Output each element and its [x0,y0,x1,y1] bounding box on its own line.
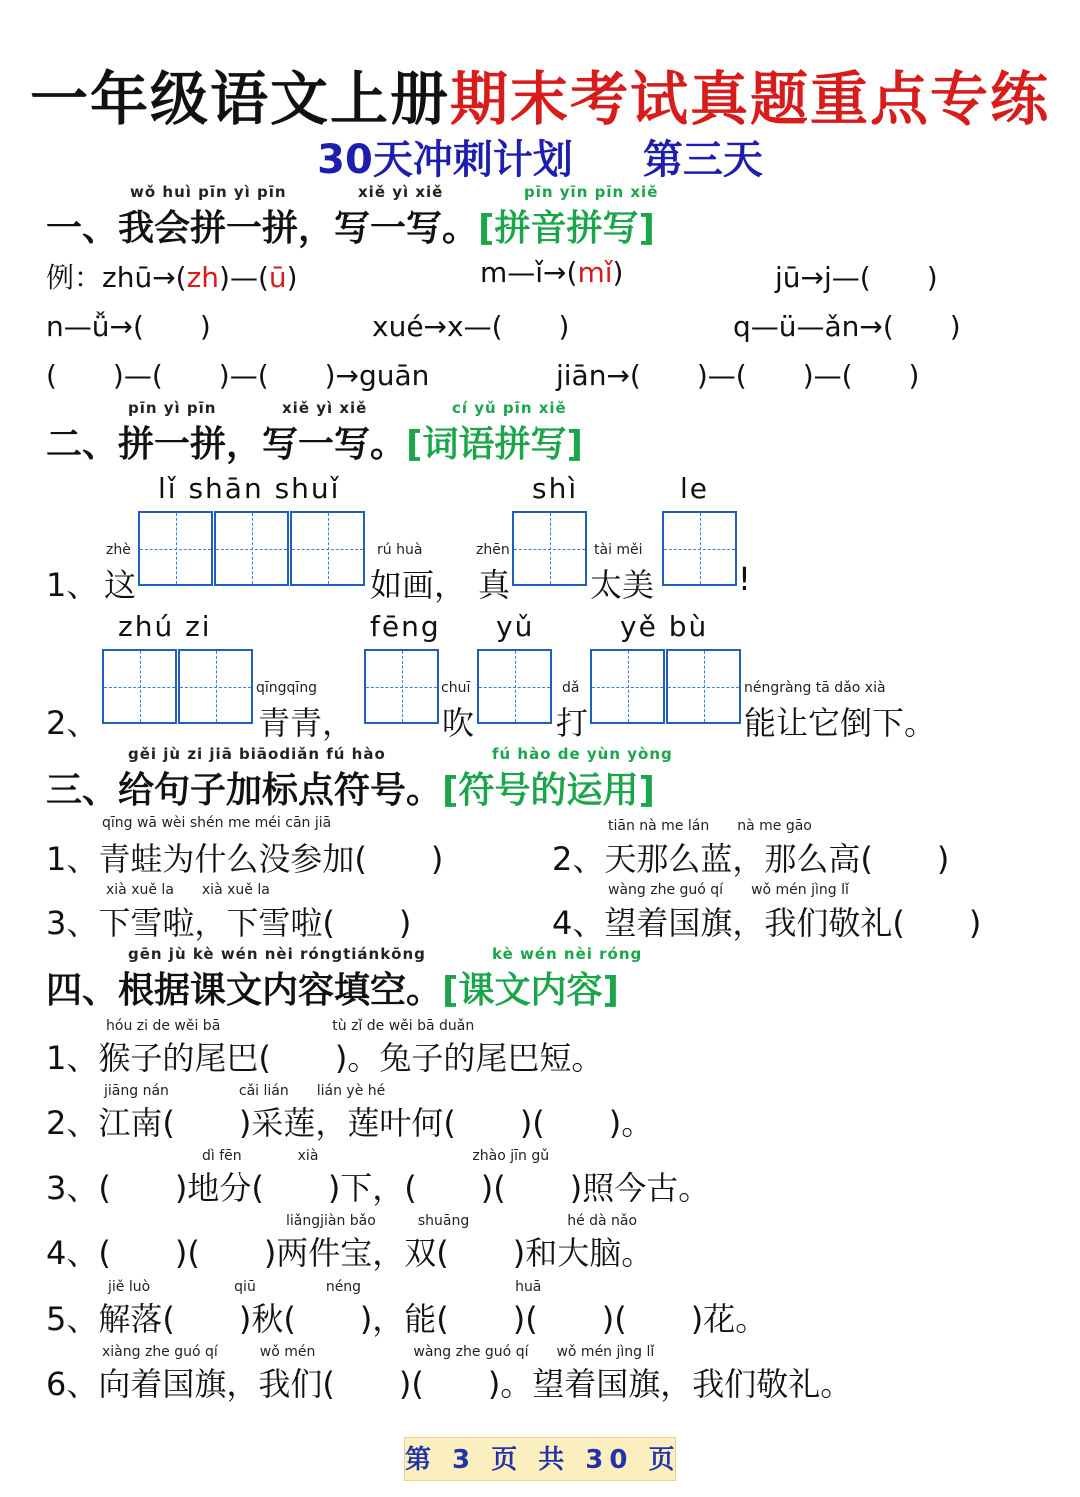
s4-q4-pinyin: liǎngjiàn bǎo shuāng hé dà nǎo [286,1213,638,1229]
s3-pinyin: gěi jù zi jiā biāodiǎn fú hào [128,745,386,763]
s2-q2-pinyin-1: zhú zi [118,610,212,643]
s1-pinyin-2: xiě yì xiě [358,183,444,201]
s1-row3-a: ( )—( )—( )→guān [46,359,430,392]
writing-cell[interactable] [290,511,365,586]
s2-q2-number: 2、 [46,704,99,742]
s2-q2-grid-4[interactable] [590,649,742,724]
s4-q5-pinyin: jiě luò qiū néng huā [108,1279,542,1295]
s2-pinyin-1: pīn yì pīn [128,399,217,417]
s1-tag: [拼音拼写] [478,208,655,249]
s3-q2-pinyin: tiān nà me lán nà me gāo [608,818,812,834]
s2-q2-chui: 吹 [442,704,475,742]
s1-row1-b [480,256,623,289]
s2-q2-grid-3[interactable] [477,649,553,724]
s2-q1-small-ruhua: rú huà [377,542,423,558]
writing-cell[interactable] [662,511,737,586]
s2-q2-pinyin-2: fēng [370,610,441,643]
s4-heading [46,962,619,1013]
s3-tag: [符号的运用] [442,770,655,811]
writing-cell[interactable] [138,511,213,586]
s4-q6-pinyin: xiàng zhe guó qí wǒ mén wàng zhe guó qí wǒ mén jìng lǐ [102,1344,655,1360]
s4-tag: [课文内容] [442,970,619,1011]
s2-q2-da: 打 [556,704,589,742]
subtitle-right: 第三天 [642,137,763,183]
s4-q4: 4、( )( )两件宝，双( )和大脑。 [46,1234,654,1272]
page-title [0,52,1080,136]
s3-q3-pinyin: xià xuě la xià xuě la [106,882,270,898]
s1-pinyin-tag: pīn yīn pīn xiě [524,183,659,201]
s1-r1b-post: ) [612,256,624,289]
writing-cell[interactable] [477,649,552,724]
s2-q2-qq: 青青， [258,704,355,742]
s4-q3: 3、( )地分( )下，( )( )照今古。 [46,1169,711,1207]
s2-q2-grid-2[interactable] [364,649,440,724]
s1-r1a-mid: )—( [219,261,269,294]
s2-pinyin-2: xiě yì xiě [282,399,368,417]
s4-q2-pinyin: jiāng nán cǎi lián lián yè hé [104,1083,386,1099]
s1-row2-a: n—ǚ→( ) [46,310,211,343]
s1-r1a-pre: 例：zhū→( [46,261,187,294]
writing-cell[interactable] [102,649,177,724]
s2-q1-grid-1[interactable] [138,511,366,586]
writing-cell[interactable] [214,511,289,586]
writing-cell[interactable] [512,511,587,586]
s2-q1-small-zhe: zhè [106,542,131,558]
s2-pinyin-tag: cí yǔ pīn xiě [452,399,567,417]
s1-heading-text: 一、我会拼一拼，写一写。 [46,208,479,249]
s3-q3: 3、下雪啦，下雪啦( ) [46,904,412,942]
s2-q1-end: ! [738,560,751,598]
title-part2: 期末考试真题重点专练 [450,65,1051,133]
s4-heading-text: 四、根据课文内容填空。 [46,970,443,1011]
s2-tag: [词语拼写] [406,424,583,465]
s4-q3-pinyin: dì fēn xià zhào jīn gǔ [202,1148,550,1164]
s2-q1-zhe: 这 [104,566,137,604]
s2-q1-pinyin-3: le [680,472,710,505]
s2-q1-grid-3[interactable] [662,511,738,586]
s4-q1-pinyin: hóu zi de wěi bā tù zǐ de wěi bā duǎn [106,1018,475,1034]
s2-q2-end: 能让它倒下。 [744,704,937,742]
s2-q1-small-taimei: tài měi [594,542,643,558]
s4-q2: 2、江南( )采莲，莲叶何( )( )。 [46,1104,654,1142]
s3-q4-pinyin: wàng zhe guó qí wǒ mén jìng lǐ [608,882,849,898]
s2-q1-pinyin-2: shì [532,472,579,505]
writing-cell[interactable] [178,649,253,724]
s2-q1-grid-2[interactable] [512,511,588,586]
title-part1: 一年级语文上册 [29,65,450,133]
s2-heading [46,416,583,467]
s1-heading [46,200,655,251]
s2-q1-zhen: 真 [478,566,511,604]
s2-q1-pinyin-1: lǐ shān shuǐ [158,472,341,505]
s4-q6: 6、向着国旗，我们( )( )。望着国旗，我们敬礼。 [46,1365,853,1403]
s4-q1: 1、猴子的尾巴( )。兔子的尾巴短。 [46,1039,604,1077]
s1-pinyin-1: wǒ huì pīn yì pīn [130,183,287,201]
s2-q2-grid-1[interactable] [102,649,254,724]
s3-pinyin-tag: fú hào de yùn yòng [492,745,673,763]
s2-q1-number: 1、 [46,566,99,604]
s3-heading-text: 三、给句子加标点符号。 [46,770,443,811]
s3-q4: 4、望着国旗，我们敬礼( ) [552,904,982,942]
s2-q1-small-zhen: zhēn [476,542,510,558]
writing-cell[interactable] [666,649,741,724]
s1-row2-b: xué→x—( ) [372,310,570,343]
writing-cell[interactable] [364,649,439,724]
s1-r1a-answer1: zh [186,261,220,294]
s1-r1b-pre: m—ǐ→( [480,256,578,289]
s1-r1a-post: ) [286,261,298,294]
s1-r1a-answer2: ū [268,261,287,294]
page-subtitle [0,128,1080,185]
s3-heading [46,762,655,813]
s2-q2-small-qq: qīngqīng [256,680,318,696]
s2-q2-pinyin-4: yě bù [620,610,709,643]
s2-q2-small-da: dǎ [562,680,580,696]
s1-row1-c: jū→j—( ) [775,261,938,294]
s2-q1-taimei: 太美 [590,566,655,604]
subtitle-left: 30天冲刺计划 [317,137,573,183]
s4-pinyin-tag: kè wén nèi róng [492,945,643,963]
s3-q2: 2、天那么蓝，那么高( ) [552,840,950,878]
s3-q1: 1、青蛙为什么没参加( ) [46,840,444,878]
s2-q2-pinyin-3: yǔ [496,610,535,643]
s2-q2-small-end: néngràng tā dǎo xià [744,680,886,696]
s1-row3-b: jiān→( )—( )—( ) [556,359,920,392]
s1-r1b-answer: mǐ [577,256,613,289]
s2-q2-small-chui: chuī [441,680,471,696]
s4-pinyin: gēn jù kè wén nèi róngtiánkōng [128,945,426,963]
page-number-badge: 第 3 页 共 30 页 [404,1437,676,1481]
s2-q1-ruhua: 如画， [370,566,467,604]
s2-heading-text: 二、拼一拼，写一写。 [46,424,407,465]
s1-row1-a [46,256,298,296]
writing-cell[interactable] [590,649,665,724]
s4-q5: 5、解落( )秋( )，能( )( )( )花。 [46,1300,768,1338]
s3-q1-pinyin: qīng wā wèi shén me méi cān jiā [102,815,332,831]
s1-row2-c: q—ü—ǎn→( ) [733,310,961,343]
